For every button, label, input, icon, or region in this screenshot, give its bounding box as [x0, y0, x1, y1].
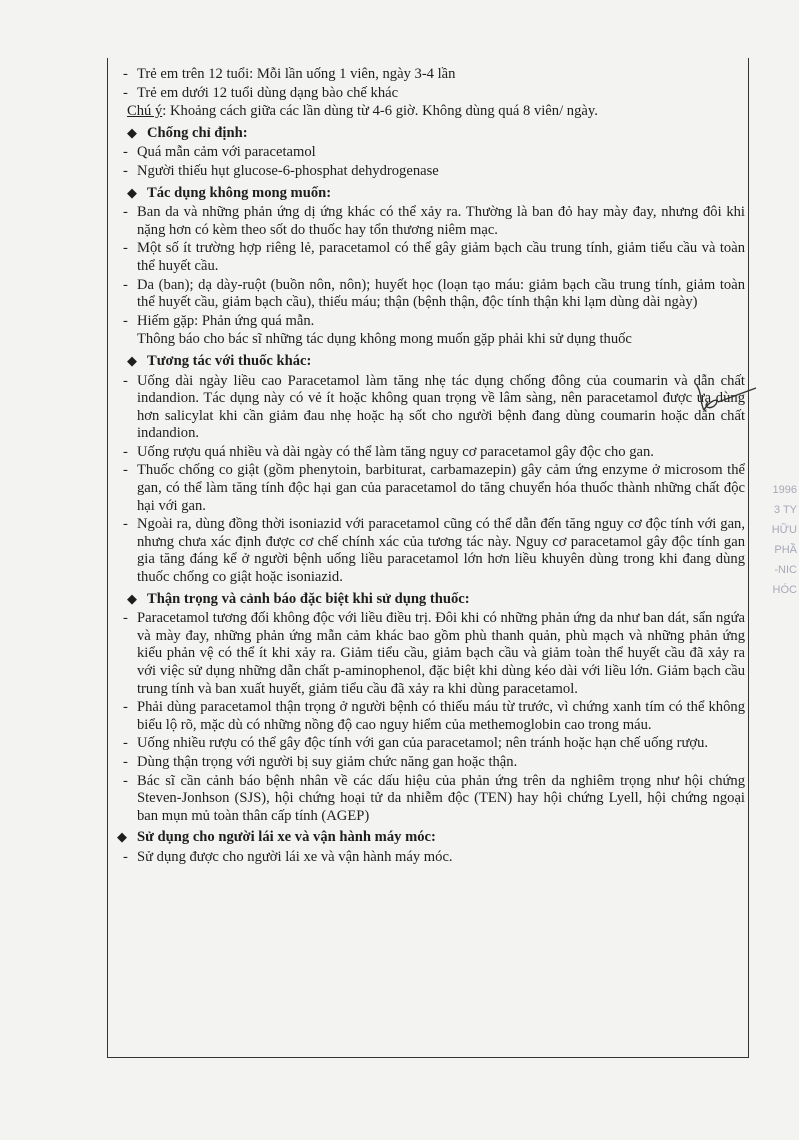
list-item: - Hiếm gặp: Phản ứng quá mẫn.	[123, 312, 315, 329]
list-item: - Bác sĩ cần cảnh báo bệnh nhân về các dấu hiệu của phản ứng trên da nghiêm trọng như hội chứng Steven-Jonhson (SJS), hội chứng hoại tử da nhiễm độc (TEN) hay hội chứng Lyell, hội chứng ngoại ban mụn mủ toàn thân cấp tính (AGEP)	[123, 772, 745, 824]
dosage-under-12: Trẻ em dưới 12 tuổi dùng dạng bào chế khác	[137, 84, 399, 101]
list-item: - Quá mẫn cảm với paracetamol	[123, 144, 316, 161]
section-heading: ◆ Sử dụng cho người lái xe và vận hành máy móc:	[117, 829, 436, 846]
list-item: - Người thiếu hụt glucose-6-phosphat dehydrogenase	[123, 162, 439, 179]
section-heading: ◆ Tương tác với thuốc khác:	[127, 352, 312, 369]
list-item: - Ban da và những phản ứng dị ứng khác có thể xảy ra. Thường là ban đỏ hay mày đay, nhưng đôi khi nặng hơn có kèm theo sốt do thuốc hay tổn thương niêm mạc.	[123, 204, 745, 238]
list-item: - Phải dùng paracetamol thận trọng ở người bệnh có thiếu máu từ trước, vì chứng xanh tím có thể không biểu lộ rõ, mặc dù có những nồng độ cao nguy hiểm của methemoglobin cao trong máu.	[123, 699, 745, 733]
list-item: - Trẻ em trên 12 tuổi: Mỗi lần uống 1 viên, ngày 3-4 lần	[123, 66, 456, 82]
document-body	[115, 66, 745, 868]
list-item: - Một số ít trường hợp riêng lẻ, paracetamol có thể gây giảm bạch cầu trung tính, giảm tiểu cầu và toàn thể huyết cầu.	[123, 240, 745, 274]
company-stamp: 1996 3 TY HỮU PHẦ -NIC HÓC	[771, 484, 797, 596]
bullet-diamond-icon: ◆	[127, 352, 137, 368]
report-notice: Thông báo cho bác sĩ những tác dụng không mong muốn gặp phải khi sử dụng thuốc	[137, 331, 632, 348]
dosage-over-12: Trẻ em trên 12 tuổi: Mỗi lần uống 1 viên, ngày 3-4 lần	[137, 66, 456, 82]
bullet-diamond-icon: ◆	[127, 590, 137, 606]
note-label: Chú ý	[127, 103, 163, 120]
bullet-diamond-icon: ◆	[117, 829, 127, 845]
list-item: - Dùng thận trọng với người bị suy giảm chức năng gan hoặc thận.	[123, 753, 518, 770]
section-heading: ◆ Tác dụng không mong muốn:	[127, 184, 332, 201]
dosage-note	[127, 103, 745, 121]
bullet-diamond-icon: ◆	[127, 124, 137, 140]
list-item: - Uống rượu quá nhiều và dài ngày có thể làm tăng nguy cơ paracetamol gây độc cho gan.	[123, 443, 654, 460]
list-item: - Thuốc chống co giật (gồm phenytoin, barbiturat, carbamazepin) gây cảm ứng enzyme ở microsom thể gan, có thể làm tăng tính độc hại gan của paracetamol do tăng chuyển hóa thuốc thành những chất độc hại với gan.	[123, 462, 745, 514]
list-item: - Uống dài ngày liều cao Paracetamol làm tăng nhẹ tác dụng chống đông của coumarin và dẫn chất indandion. Tác dụng này có vẻ ít hoặc không quan trọng về lâm sàng, nên paracetamol được ưa dùng hơn salicylat khi cần giảm đau nhẹ hoặc hạ sốt cho người bệnh đang dùng coumarin hoặc dẫn chất indandion.	[123, 372, 745, 442]
list-item: - Ngoài ra, dùng đồng thời isoniazid với paracetamol cũng có thể dẫn đến tăng nguy cơ độc tính với gan, nhưng chưa xác định được cơ chế chính xác của tương tác này. Nguy cơ paracetamol gây độc tính gan gia tăng đáng kể ở người bệnh uống liều paracetamol lớn hơn liều khuyên dùng trong khi đang dùng thuốc chống co giật hoặc isoniazid.	[123, 516, 745, 586]
list-item: - Uống nhiều rượu có thể gây độc tính với gan của paracetamol; nên tránh hoặc hạn chế uống rượu.	[123, 735, 709, 752]
list-item: - Paracetamol tương đối không độc với liều điều trị. Đôi khi có những phản ứng da như ban dát, sẩn ngứa và mày đay, những phản ứng mẫn cảm khác bao gồm phù thanh quản, phù mạch và những phản ứng kiểu phản vệ có thể ít khi xảy ra. Giảm tiểu cầu, giảm bạch cầu và giảm toàn thể huyết cầu đã xảy ra với việc sử dụng những dẫn chất p-aminophenol, đặc biệt khi dùng kéo dài với liều lớn. Giảm bạch cầu trung tính và ban xuất huyết, giảm tiểu cầu đã xảy ra khi dùng paracetamol.	[123, 610, 745, 697]
list-item: - Sử dụng được cho người lái xe và vận hành máy móc.	[123, 848, 453, 865]
list-item: - Trẻ em dưới 12 tuổi dùng dạng bào chế khác	[123, 84, 399, 101]
list-item: - Da (ban); dạ dày-ruột (buồn nôn, nôn); huyết học (loạn tạo máu: giảm bạch cầu trung tính, giảm toàn thể huyết cầu, giảm bạch cầu), thiếu máu; thận (bệnh thận, độc tính thận khi lạm dùng dài ngày)	[123, 276, 745, 311]
note-text: : Khoảng cách giữa các lần dùng từ 4-6 giờ. Không dùng quá 8 viên/ ngày.	[162, 103, 598, 120]
section-heading: ◆ Chống chỉ định:	[127, 124, 248, 141]
section-heading: ◆ Thận trọng và cảnh báo đặc biệt khi sử dụng thuốc:	[127, 590, 470, 607]
bullet-diamond-icon: ◆	[127, 184, 137, 200]
signature-mark	[690, 378, 760, 418]
